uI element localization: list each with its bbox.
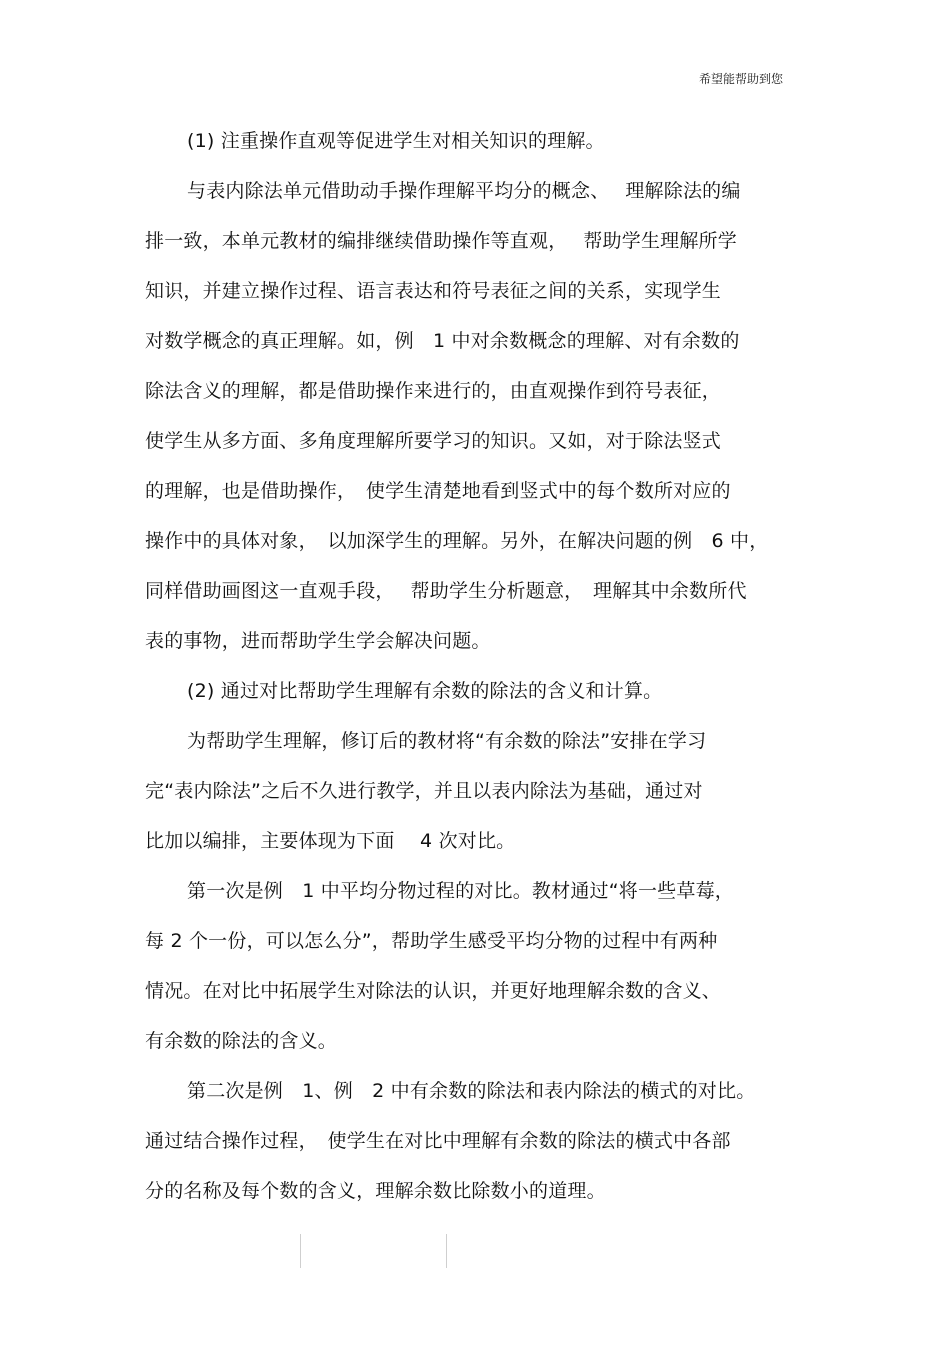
text-line: 使学生从多方面、多角度理解所要学习的知识。又如，对于除法竖式 — [145, 430, 722, 452]
text-line: 与表内除法单元借助动手操作理解平均分的概念、 理解除法的编 — [187, 180, 741, 202]
text-line: 同样借助画图这一直观手段， 帮助学生分析题意， 理解其中余数所代 — [145, 580, 747, 602]
text-line: 除法含义的理解，都是借助操作来进行的，由直观操作到符号表征， — [145, 380, 722, 402]
footer-divider-left — [300, 1234, 301, 1268]
text-line: 操作中的具体对象， 以加深学生的理解。另外，在解决问题的例 6 中， — [145, 530, 769, 552]
text-line: 完“表内除法”之后不久进行教学，并且以表内除法为基础，通过对 — [145, 780, 703, 802]
text-line: 通过结合操作过程， 使学生在对比中理解有余数的除法的横式中各部 — [145, 1130, 731, 1152]
document-body — [145, 128, 805, 1228]
text-line: 对数学概念的真正理解。如，例 1 中对余数概念的理解、对有余数的 — [145, 330, 740, 352]
text-line: 排一致，本单元教材的编排继续借助操作等直观， 帮助学生理解所学 — [145, 230, 737, 252]
footer-divider-right — [446, 1234, 447, 1268]
text-line: 有余数的除法的含义。 — [145, 1030, 338, 1052]
text-line: (1) 注重操作直观等促进学生对相关知识的理解。 — [187, 130, 605, 152]
text-line: 比加以编排，主要体现为下面 4 次对比。 — [145, 830, 516, 852]
text-line: 第二次是例 1、例 2 中有余数的除法和表内除法的横式的对比。 — [187, 1080, 756, 1102]
text-line: 表的事物，进而帮助学生学会解决问题。 — [145, 630, 491, 652]
page-header: 希望能帮助到您 — [698, 72, 783, 86]
text-line: (2) 通过对比帮助学生理解有余数的除法的含义和计算。 — [187, 680, 663, 702]
text-line: 情况。在对比中拓展学生对除法的认识，并更好地理解余数的含义、 — [145, 980, 722, 1002]
text-line: 知识，并建立操作过程、语言表达和符号表征之间的关系，实现学生 — [145, 280, 722, 302]
text-line: 为帮助学生理解，修订后的教材将“有余数的除法”安排在学习 — [187, 730, 707, 752]
text-line: 分的名称及每个数的含义，理解余数比除数小的道理。 — [145, 1180, 606, 1202]
text-line: 的理解，也是借助操作， 使学生清楚地看到竖式中的每个数所对应的 — [145, 480, 731, 502]
text-line: 每 2 个一份，可以怎么分”，帮助学生感受平均分物的过程中有两种 — [145, 930, 718, 952]
text-line: 第一次是例 1 中平均分物过程的对比。教材通过“将一些草莓， — [187, 880, 734, 902]
